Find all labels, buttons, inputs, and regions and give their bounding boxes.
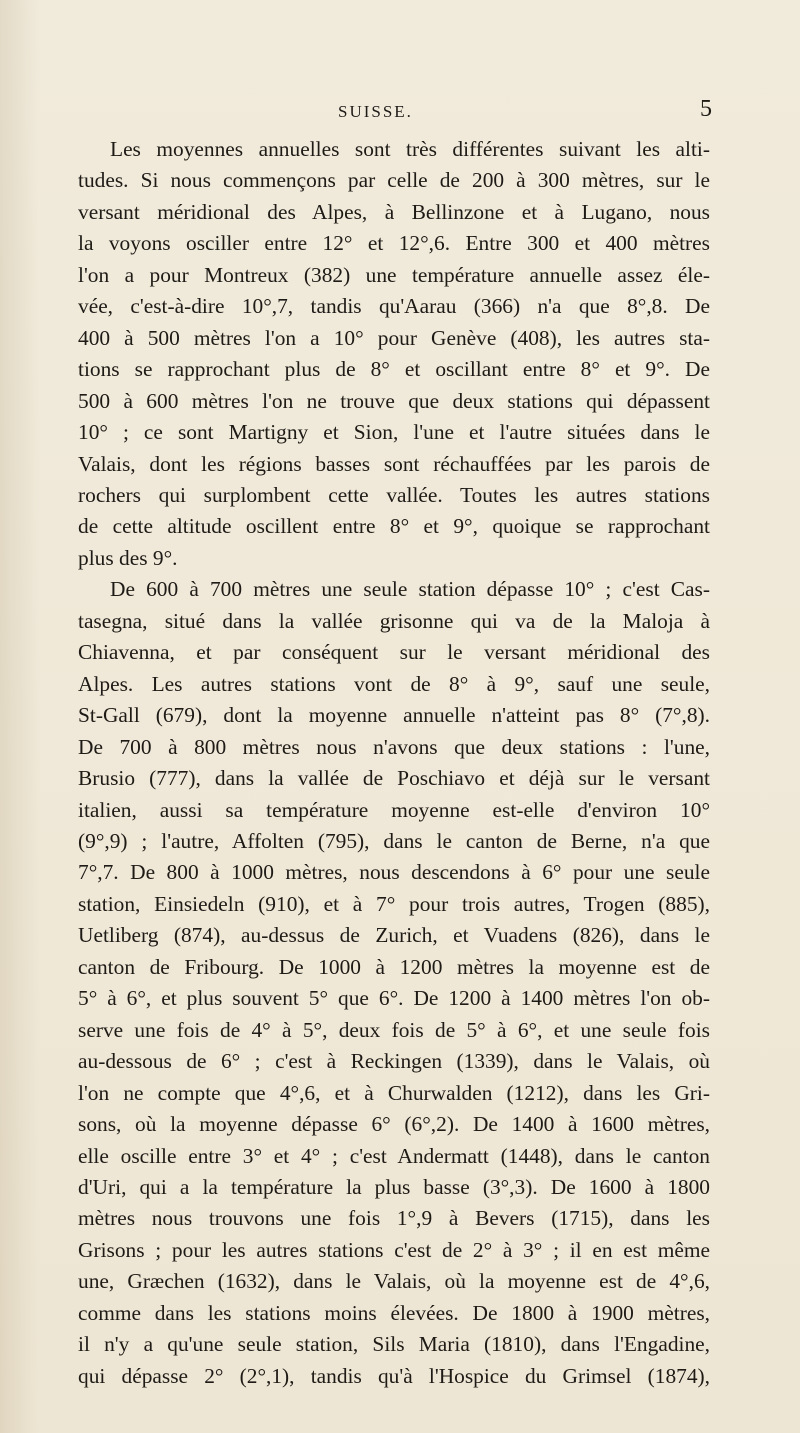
- text-line: 400 à 500 mètres l'on a 10° pour Genève (408), les autres sta-: [78, 325, 710, 350]
- text-line: tudes. Si nous commençons par celle de 200 à 300 mètres, sur le: [78, 168, 710, 193]
- text-line: (9°,9) ; l'autre, Affolten (795), dans le canton de Berne, n'a que: [78, 828, 710, 853]
- text-line: sons, où la moyenne dépasse 6° (6°,2). De 1400 à 1600 mètres,: [78, 1112, 710, 1137]
- running-header: [0, 96, 800, 130]
- text-line: serve une fois de 4° à 5°, deux fois de 5° à 6°, et une seule fois: [78, 1017, 710, 1042]
- text-line: Uetliberg (874), au-dessus de Zurich, et Vuadens (826), dans le: [78, 923, 710, 948]
- text-line: Alpes. Les autres stations vont de 8° à 9°, sauf une seule,: [78, 671, 710, 696]
- text-line: il n'y a qu'une seule station, Sils Maria (1810), dans l'Engadine,: [78, 1332, 710, 1357]
- text-line: tions se rapprochant plus de 8° et oscillant entre 8° et 9°. De: [78, 357, 710, 382]
- text-line: l'on ne compte que 4°,6, et à Churwalden (1212), dans les Gri-: [78, 1080, 710, 1105]
- text-line: canton de Fribourg. De 1000 à 1200 mètres la moyenne est de: [78, 954, 710, 979]
- text-line: 10° ; ce sont Martigny et Sion, l'une et l'autre situées dans le: [78, 420, 710, 445]
- text-line: comme dans les stations moins élevées. De 1800 à 1900 mètres,: [78, 1300, 710, 1325]
- text-line: Chiavenna, et par conséquent sur le versant méridional des: [78, 640, 710, 665]
- text-line: italien, aussi sa température moyenne est-elle d'environ 10°: [78, 797, 710, 822]
- text-line: la voyons osciller entre 12° et 12°,6. Entre 300 et 400 mètres: [78, 231, 710, 256]
- text-line: l'on a pour Montreux (382) une température annuelle assez éle-: [78, 262, 710, 287]
- page-number: 5: [700, 96, 712, 122]
- text-line: 5° à 6°, et plus souvent 5° que 6°. De 1200 à 1400 mètres l'on ob-: [78, 986, 710, 1011]
- text-line: qui dépasse 2° (2°,1), tandis qu'à l'Hospice du Grimsel (1874),: [78, 1363, 710, 1388]
- text-line: Les moyennes annuelles sont très différentes suivant les alti-: [110, 137, 710, 161]
- text-line: versant méridional des Alpes, à Bellinzone et à Lugano, nous: [78, 199, 710, 224]
- text-line: De 600 à 700 mètres une seule station dépasse 10° ; c'est Cas-: [110, 577, 710, 602]
- text-line: mètres nous trouvons une fois 1°,9 à Bevers (1715), dans les: [78, 1206, 710, 1231]
- text-line: de cette altitude oscillent entre 8° et 9°, quoique se rapprochant: [78, 514, 710, 539]
- text-line: Valais, dont les régions basses sont réchauffées par les parois de: [78, 451, 710, 476]
- paragraph: [78, 574, 710, 1392]
- paragraph: [78, 134, 710, 574]
- text-line: rochers qui surplombent cette vallée. Toutes les autres stations: [78, 482, 710, 507]
- text-line: St-Gall (679), dont la moyenne annuelle n'atteint pas 8° (7°,8).: [78, 703, 710, 728]
- text-line: Grisons ; pour les autres stations c'est de 2° à 3° ; il en est même: [78, 1237, 710, 1262]
- text-line: vée, c'est-à-dire 10°,7, tandis qu'Aarau (366) n'a que 8°,8. De: [78, 294, 710, 319]
- running-title: SUISSE.: [338, 102, 413, 121]
- text-line: De 700 à 800 mètres nous n'avons que deux stations : l'une,: [78, 734, 710, 759]
- text-line: Brusio (777), dans la vallée de Poschiavo et déjà sur le versant: [78, 766, 710, 791]
- text-line: 7°,7. De 800 à 1000 mètres, nous descendons à 6° pour une seule: [78, 860, 710, 885]
- text-line: tasegna, situé dans la vallée grisonne qui va de la Maloja à: [78, 608, 710, 633]
- body-text: [78, 134, 710, 1392]
- text-line: une, Græchen (1632), dans le Valais, où la moyenne est de 4°,6,: [78, 1269, 710, 1294]
- text-line: station, Einsiedeln (910), et à 7° pour trois autres, Trogen (885),: [78, 891, 710, 916]
- text-line: elle oscille entre 3° et 4° ; c'est Andermatt (1448), dans le canton: [78, 1143, 710, 1168]
- text-line: 500 à 600 mètres l'on ne trouve que deux stations qui dépassent: [78, 388, 710, 413]
- text-line: d'Uri, qui a la température la plus basse (3°,3). De 1600 à 1800: [78, 1174, 710, 1199]
- text-line: plus des 9°.: [78, 545, 178, 570]
- text-line: au-dessous de 6° ; c'est à Reckingen (1339), dans le Valais, où: [78, 1049, 710, 1074]
